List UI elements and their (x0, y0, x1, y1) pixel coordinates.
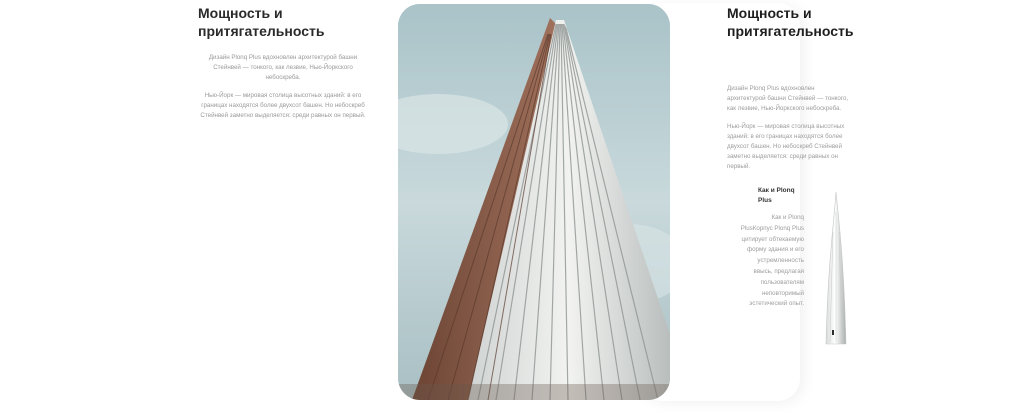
right-title: Мощность и притягательность (727, 5, 854, 39)
left-title: Мощность и притягательность (198, 5, 325, 39)
device-illustration (824, 192, 848, 351)
detail-text: Как и Plonq PlusКорпус Plonq Plus цитирует обтекаемую форму здания и его устремленность ввысь, предлагая пользователям неповторимый эстетический опыт. (740, 214, 804, 308)
right-paragraph-2: Нью-Йорк — мировая столица высотных зданий: в его границах находятся более двухсот башен. Но небоскреб Стейнвей заметно выделяется: среди равных он первый. (727, 123, 845, 170)
left-paragraph-1: Дизайн Plonq Plus вдохновлен архитектурой башни Стейнвей — тонкого, как лезвие, Нью-Йоркского небоскреба. (208, 54, 358, 81)
right-paragraph-1: Дизайн Plonq Plus вдохновлен архитектурой башни Стейнвей — тонкого, как лезвие, Нью-Йоркского небоскреба. (727, 85, 849, 112)
detail-block (740, 186, 804, 310)
left-text-column (198, 4, 368, 121)
detail-title: Как и Plonq Plus (758, 187, 795, 204)
right-text-column (727, 4, 852, 172)
left-paragraph-2: Нью-Йорк — мировая столица высотных зданий: в его границах находятся более двухсот башен. Но небоскреб Стейнвей заметно выделяется: среди равных он первый. (200, 92, 366, 119)
skyscraper-photo (398, 4, 670, 400)
